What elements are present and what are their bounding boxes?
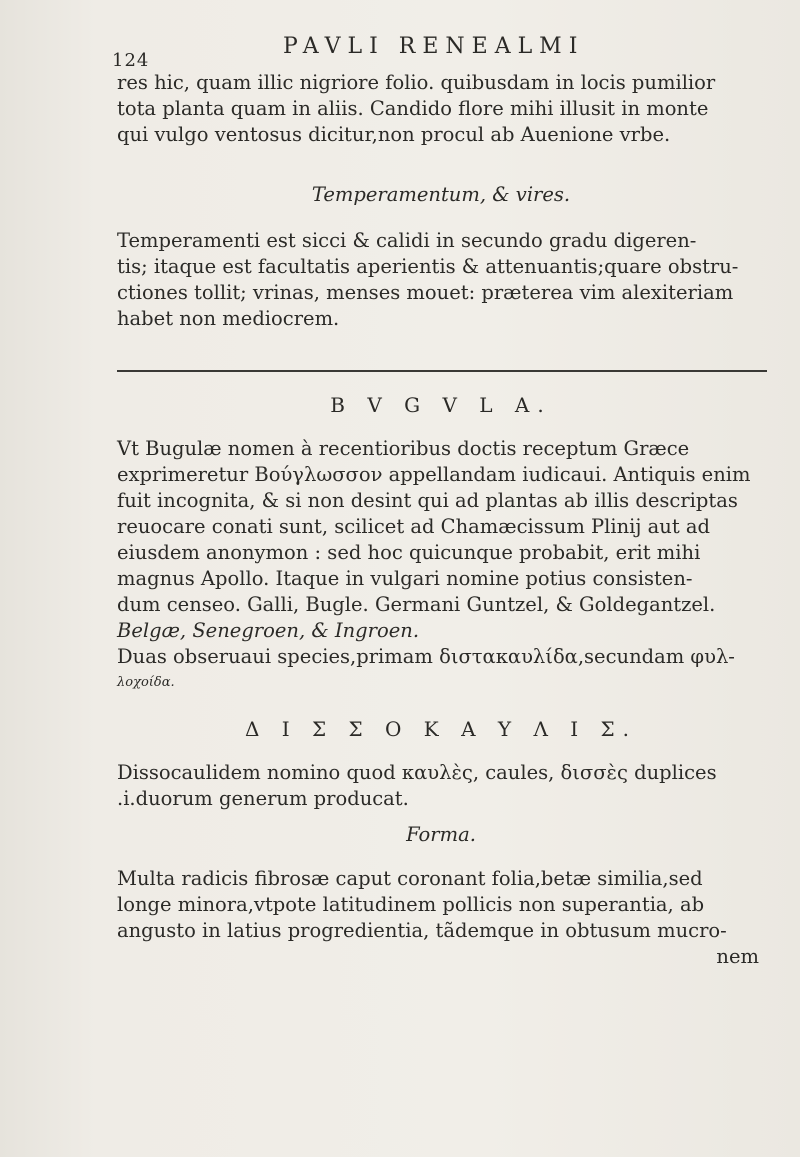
section-title-forma: Forma. [406,823,476,846]
section-title-temperamentum: Temperamentum, & vires. [311,183,571,206]
text-line: res hic, quam illic nigriore folio. quibusdam in locis pumilior [117,71,716,94]
page-number: 124 [112,50,150,71]
text-line: reuocare conati sunt, scilicet ad Chamæcissum Plinij aut ad [117,515,710,538]
paragraph-1 [117,70,765,148]
text-line: tota planta quam in aliis. Candido flore mihi illusit in monte [117,97,709,120]
text-line: ctiones tollit; vrinas, menses mouet: præterea vim alexiteriam [117,281,734,304]
text-line: habet non mediocrem. [117,307,340,330]
text-line: dum censeo. Galli, Bugle. Germani Guntzel, & Goldegantzel. [117,593,716,616]
text-line: λοχοίδα. [117,675,175,690]
catchword: nem [716,945,759,968]
text-line: fuit incognita, & si non desint qui ad plantas ab illis descriptas [117,489,738,512]
text-line: Vt Bugulæ nomen à recentioribus doctis receptum Græce [117,437,690,460]
text-line: tis; itaque est facultatis aperientis & attenuantis;quare obstru- [117,255,739,278]
text-line: Belgæ, Senegroen, & Ingroen. [117,619,420,642]
text-line: angusto in latius progredientia, tãdemque in obtusum mucro- [117,919,727,942]
text-line: qui vulgo ventosus dicitur,non procul ab Auenione vrbe. [117,123,671,146]
section-title-bugula: B V G V L A. [330,393,552,417]
paragraph-3 [117,436,765,696]
text-line: eiusdem anonymon : sed hoc quicunque probabit, erit mihi [117,541,701,564]
text-line: .i.duorum generum producat. [117,787,409,810]
text-line: magnus Apollo. Itaque in vulgari nomine potius consisten- [117,567,693,590]
text-line: Duas obseruaui species,primam διστακαυλίδα,secundam φυλ- [117,645,735,668]
text-line: Multa radicis fibrosæ caput coronant folia,betæ similia,sed [117,867,703,890]
running-head: PAVLI RENEALMI [283,34,585,59]
page-header [0,34,800,74]
text-line: exprimeretur Βούγλωσσον appellandam iudicaui. Antiquis enim [117,463,751,486]
paragraph-5 [117,866,765,970]
paragraph-4 [117,760,765,812]
paragraph-2 [117,228,765,332]
text-line: Dissocaulidem nomino quod καυλὲς, caules, δισσὲς duplices [117,761,717,784]
section-title-dissokaulis: Δ Ι Σ Σ Ο Κ Α Υ Λ Ι Σ. [244,717,638,741]
text-line: longe minora,vtpote latitudinem pollicis non superantia, ab [117,893,705,916]
text-line: Temperamenti est sicci & calidi in secundo gradu digeren- [117,229,697,252]
horizontal-rule [117,370,767,372]
